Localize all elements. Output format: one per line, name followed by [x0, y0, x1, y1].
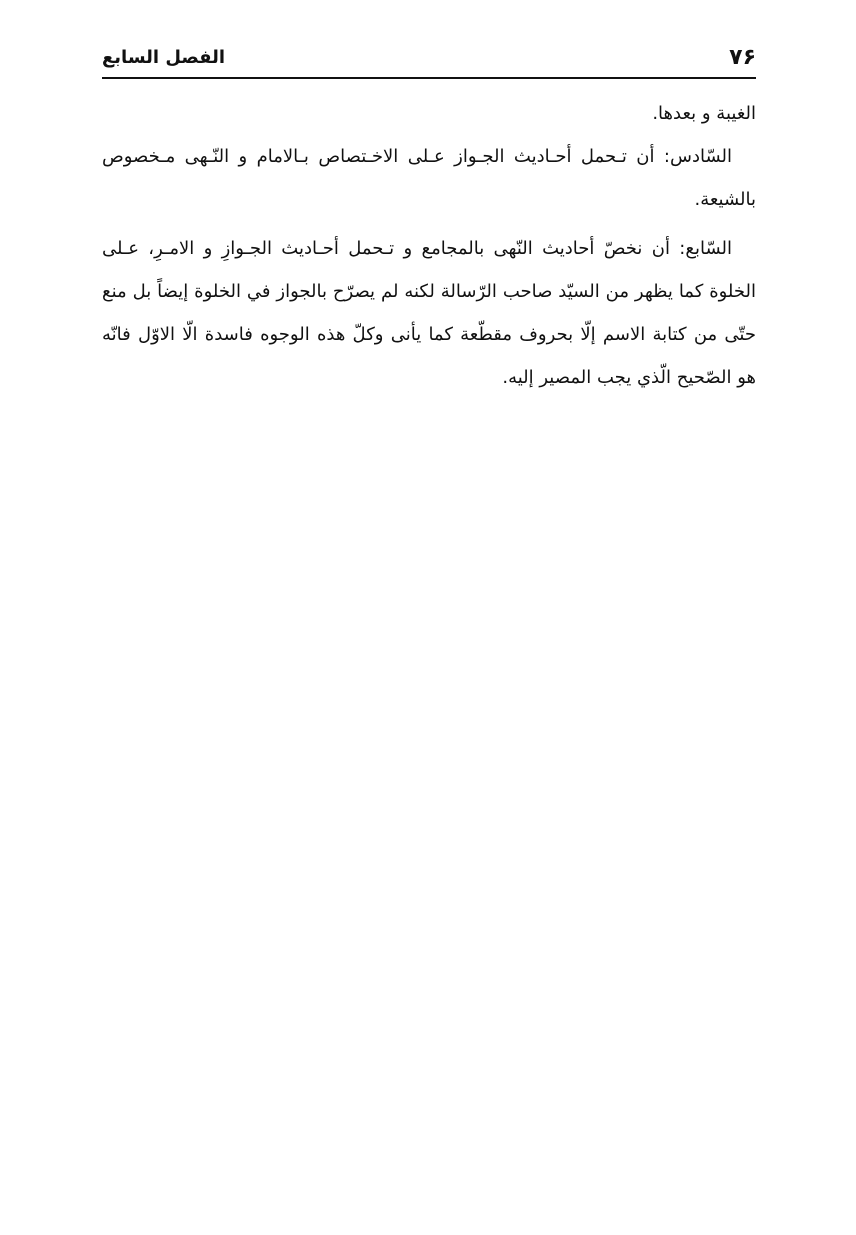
page-number: ٧۶ — [729, 45, 756, 70]
page-header — [102, 40, 756, 76]
paragraph-seventh: السّابع: أن نخصّ أحاديث النّهى بالمجامع و تـحمل أحـاديث الجـوازِ و الامـرِ، عـلى الخلوة كما يظهر من السيّد صاحب الرّسالة لكنه لم يصرّح بالجواز في الخلوة إيضاً بل منع حتّى من كتابة الاسم إلّا بحروف مقطّعة كما يأنى وكلّ هذه الوجوه فاسدة الّا الاوّل فانّه هو الصّحيح الّذي يجب المصير إليه. — [102, 238, 756, 388]
page-body — [102, 92, 756, 399]
paragraph-sixth: السّادس: أن تـحمل أحـاديث الجـواز عـلى الاخـتصاص بـالامام و النّـهى مـخصوص بالشيعة. — [102, 146, 756, 210]
continuation-line: الغيبة و بعدها. — [652, 103, 756, 124]
header-divider — [102, 77, 756, 79]
chapter-title: الفصل السابع — [102, 47, 226, 68]
